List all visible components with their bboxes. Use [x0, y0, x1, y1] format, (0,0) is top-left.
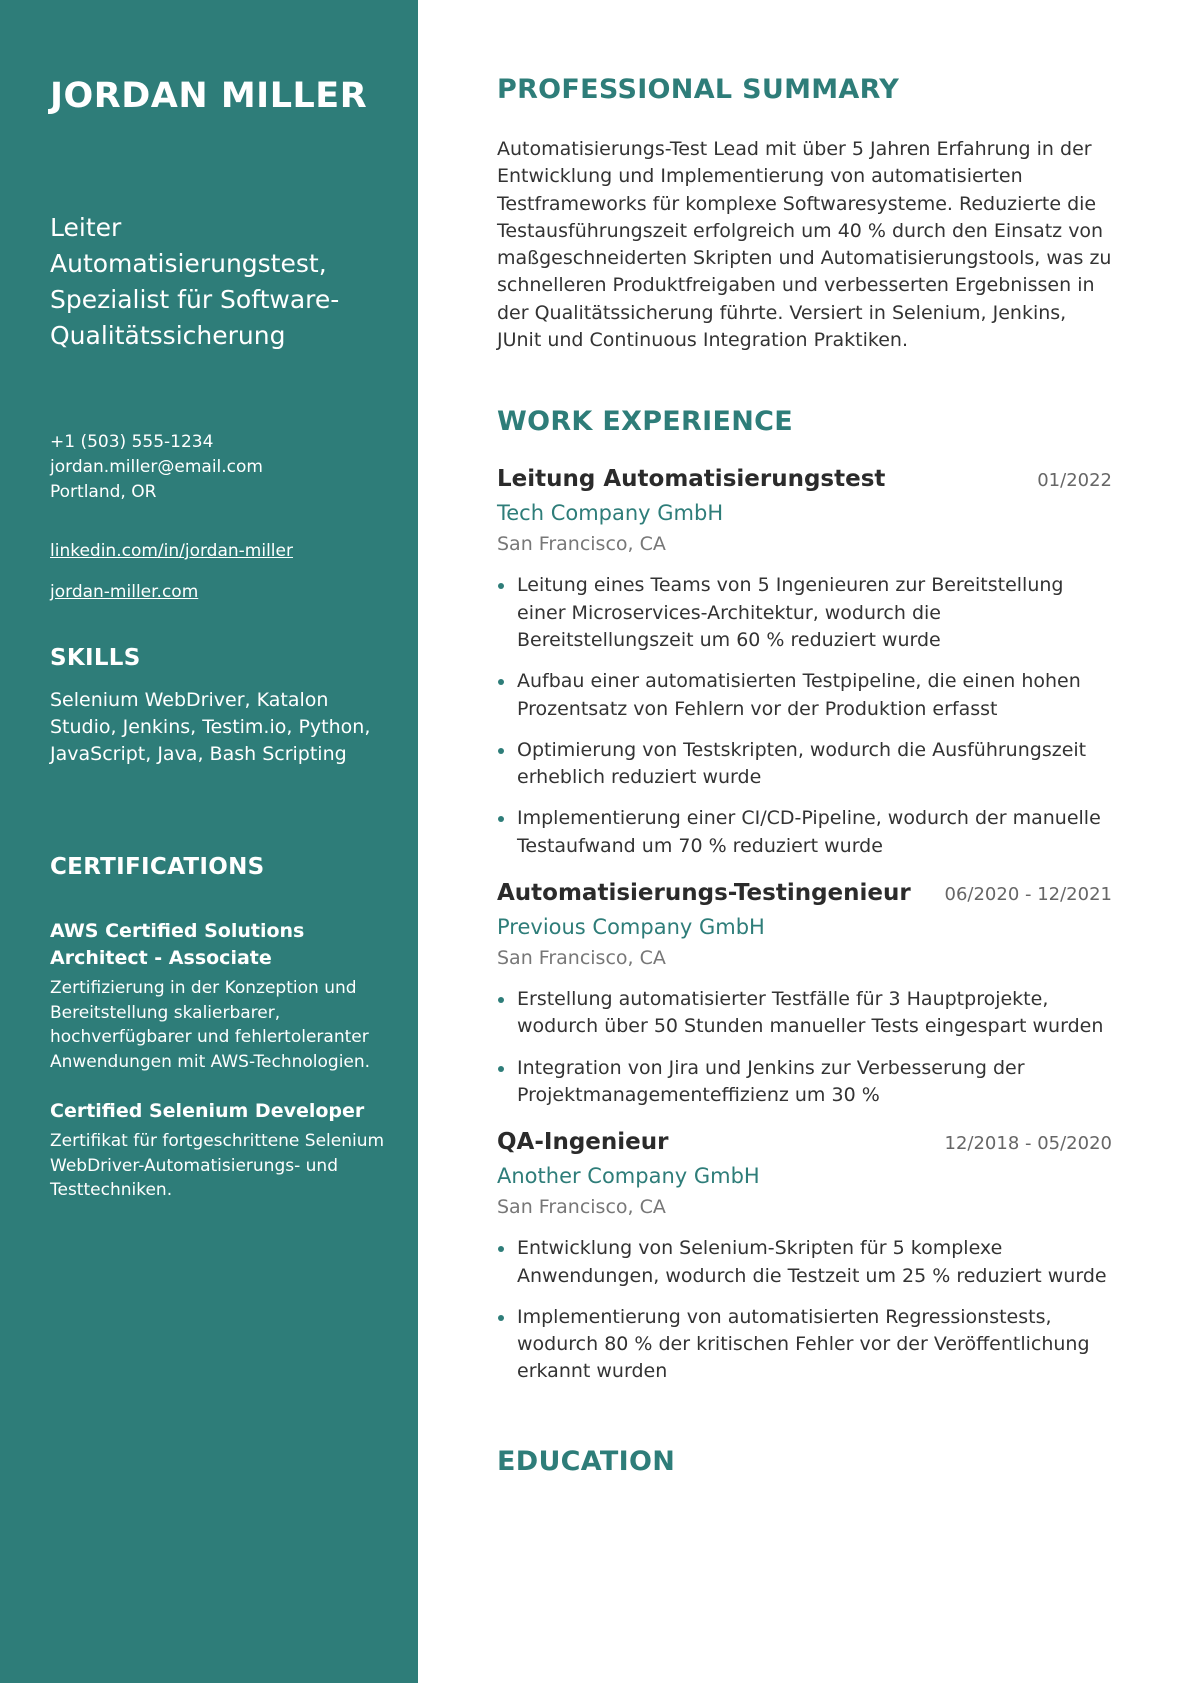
certification-name: Certified Selenium Developer — [50, 1100, 365, 1122]
summary-heading: PROFESSIONAL SUMMARY — [497, 74, 900, 105]
location-text: Portland, OR — [50, 482, 157, 502]
links-block — [50, 539, 388, 605]
job-location: San Francisco, CA — [497, 533, 666, 556]
job-bullet: Leitung eines Teams von 5 Ingenieuren zur Bereitstellung einer Microservices-Architektur, wodurch die Bereitstellungszeit um 60 % reduziert wurde — [497, 572, 1112, 654]
skills-heading: SKILLS — [50, 645, 141, 671]
job-date: 12/2018 - 05/2020 — [944, 1133, 1112, 1155]
job-date: 06/2020 - 12/2021 — [944, 884, 1112, 906]
education-heading: EDUCATION — [497, 1445, 676, 1477]
job-date: 01/2022 — [1037, 470, 1112, 492]
job-bullet: Implementierung einer CI/CD-Pipeline, wodurch der manuelle Testaufwand um 70 % reduziert wurde — [497, 805, 1112, 860]
job-title: Leitung Automatisierungstest — [497, 466, 886, 493]
candidate-name: JORDAN MILLER — [50, 76, 368, 116]
work-experience-heading: WORK EXPERIENCE — [497, 406, 793, 438]
main-content — [497, 70, 1112, 1482]
certifications-heading: CERTIFICATIONS — [50, 854, 265, 880]
job-bullets — [497, 986, 1112, 1109]
email-text: jordan.miller@email.com — [50, 457, 263, 477]
job-title: Automatisierungs-Testingenieur — [497, 880, 911, 907]
certification-item — [50, 1098, 388, 1203]
sidebar — [0, 0, 418, 1683]
job-company: Tech Company GmbH — [497, 501, 724, 526]
summary-text: Automatisierungs-Test Lead mit über 5 Jahren Erfahrung in der Entwicklung und Implementierung von automatisierten Testframeworks für komplexe Softwaresysteme. Reduzierte die Testausführungszeit erfolgreich um 40 % durch den Einsatz von maßgeschneiderten Skripten und Automatisierungstools, was zu schnelleren Produktfreigaben und verbesserten Ergebnissen in der Qualitätssicherung führte. Versiert in Selenium, Jenkins, JUnit und Continuous Integration Praktiken. — [497, 138, 1112, 352]
job-bullet: Optimierung von Testskripten, wodurch die Ausführungszeit erheblich reduziert wurde — [497, 737, 1112, 792]
job-entry — [497, 876, 1112, 1109]
skills-text: Selenium WebDriver, Katalon Studio, Jenkins, Testim.io, Python, JavaScript, Java, Bash Scripting — [50, 689, 371, 765]
job-bullet: Aufbau einer automatisierten Testpipeline, die einen hohen Prozentsatz von Fehlern vor der Produktion erfasst — [497, 668, 1112, 723]
headline: Leiter Automatisierungstest, Spezialist für Software-Qualitätssicherung — [50, 213, 340, 350]
job-bullets — [497, 1235, 1112, 1385]
job-bullets — [497, 572, 1112, 860]
certification-description: Zertifizierung in der Konzeption und Bereitstellung skalierbarer, hochverfügbarer und fehlertoleranter Anwendungen mit AWS-Technologien. — [50, 978, 371, 1072]
job-bullet: Erstellung automatisierter Testfälle für 3 Hauptprojekte, wodurch über 50 Stunden manueller Tests eingespart wurden — [497, 986, 1112, 1041]
job-title: QA-Ingenieur — [497, 1129, 669, 1156]
website-link[interactable]: jordan-miller.com — [50, 582, 199, 602]
phone-text: +1 (503) 555-1234 — [50, 432, 214, 452]
certification-description: Zertifikat für fortgeschrittene Selenium WebDriver-Automatisierungs- und Testtechniken. — [50, 1131, 385, 1200]
job-location: San Francisco, CA — [497, 947, 666, 970]
job-bullet: Implementierung von automatisierten Regressionstests, wodurch 80 % der kritischen Fehler vor der Veröffentlichung erkannt wurden — [497, 1304, 1112, 1386]
job-entry — [497, 462, 1112, 860]
job-bullet: Entwicklung von Selenium-Skripten für 5 komplexe Anwendungen, wodurch die Testzeit um 25 % reduziert wurde — [497, 1235, 1112, 1290]
job-company: Previous Company GmbH — [497, 915, 765, 940]
job-entry — [497, 1125, 1112, 1385]
contact-block — [50, 430, 388, 505]
job-location: San Francisco, CA — [497, 1196, 666, 1219]
certification-item — [50, 918, 388, 1074]
certification-name: AWS Certified Solutions Architect - Associate — [50, 920, 305, 969]
job-company: Another Company GmbH — [497, 1164, 760, 1189]
linkedin-link[interactable]: linkedin.com/in/jordan-miller — [50, 541, 293, 561]
job-bullet: Integration von Jira und Jenkins zur Verbesserung der Projektmanagementeffizienz um 30 % — [497, 1055, 1112, 1110]
